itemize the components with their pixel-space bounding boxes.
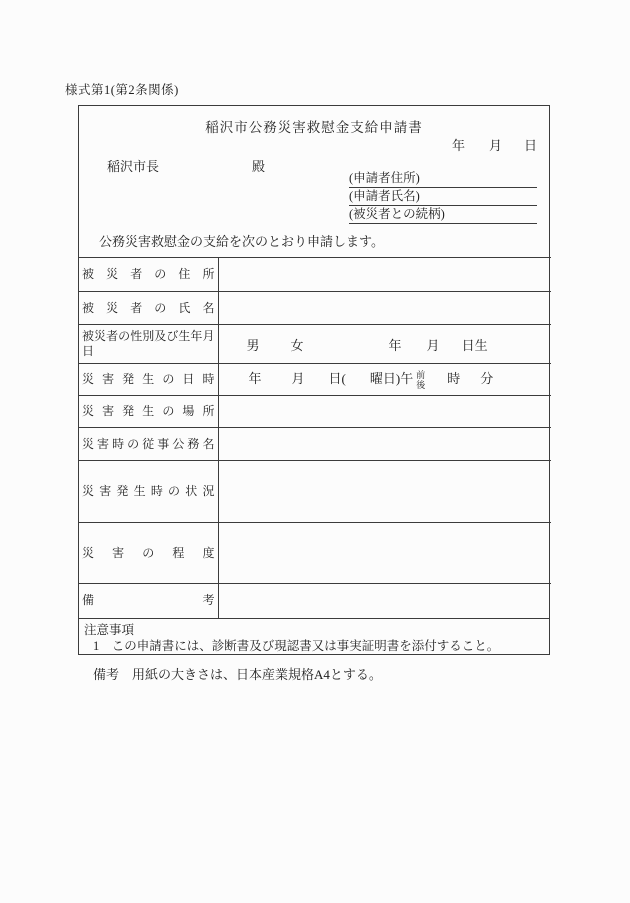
remarks-row bbox=[79, 584, 551, 618]
disaster-datetime-value bbox=[218, 364, 551, 396]
application-form-box bbox=[78, 105, 550, 655]
form-title: 稲沢市公務災害救慰金支給申請書 bbox=[205, 120, 423, 135]
disaster-degree-row bbox=[79, 523, 551, 584]
form-header bbox=[79, 106, 549, 257]
application-table bbox=[79, 257, 551, 618]
birth-month-label: 月 bbox=[426, 337, 440, 353]
date-year-label: 年 bbox=[451, 138, 465, 153]
disaster-duty-label: 災害時の従事公務名 bbox=[79, 428, 218, 461]
victim-address-label: 被災者の住所 bbox=[79, 258, 218, 292]
disaster-situation-value bbox=[218, 461, 551, 523]
disaster-duty-value bbox=[218, 428, 551, 461]
sex-female-label: 女 bbox=[290, 337, 304, 353]
dt-minute-label: 分 bbox=[480, 371, 494, 387]
applicant-address-field: (申請者住所) bbox=[349, 170, 537, 188]
declaration-sentence: 公務災害救慰金の支給を次のとおり申請します。 bbox=[99, 234, 384, 249]
applicant-fields-block bbox=[349, 170, 537, 224]
remarks-value bbox=[218, 584, 551, 618]
disaster-datetime-label: 災害発生の日時 bbox=[79, 364, 218, 396]
disaster-duty-row bbox=[79, 428, 551, 461]
victim-address-row bbox=[79, 258, 551, 292]
disaster-situation-label: 災害発生時の状況 bbox=[79, 461, 218, 523]
victim-sex-birth-row bbox=[79, 325, 551, 364]
victim-address-value bbox=[218, 258, 551, 292]
birth-year-label: 年 bbox=[388, 337, 402, 353]
disaster-degree-label: 災害の程度 bbox=[79, 523, 218, 584]
birth-day-label: 日生 bbox=[461, 337, 488, 353]
notes-heading: 注意事項 bbox=[84, 622, 135, 637]
am-label: 前 bbox=[416, 369, 426, 380]
addressee-name: 稲沢市長 bbox=[107, 159, 160, 174]
note-item-1: 1 この申請書には、診断書及び現認書又は事実証明書を添付すること。 bbox=[93, 638, 500, 653]
victim-name-label: 被災者の氏名 bbox=[79, 292, 218, 325]
victim-name-value bbox=[218, 292, 551, 325]
victim-name-row bbox=[79, 292, 551, 325]
honorific-label: 殿 bbox=[252, 159, 266, 174]
dt-weekday-label: 曜日)午 bbox=[369, 371, 414, 387]
disaster-place-row bbox=[79, 396, 551, 428]
date-month-label: 月 bbox=[488, 138, 502, 153]
submission-date-line bbox=[79, 135, 549, 154]
disaster-datetime-row bbox=[79, 364, 551, 396]
dt-year-label: 年 bbox=[248, 371, 262, 387]
sex-male-label: 男 bbox=[246, 337, 260, 353]
am-pm-stack bbox=[416, 370, 425, 391]
applicant-name-field: (申請者氏名) bbox=[349, 188, 537, 206]
form-number-label: 様式第1(第2条関係) bbox=[65, 83, 179, 97]
dt-day-label: 日( bbox=[328, 371, 346, 387]
disaster-place-value bbox=[218, 396, 551, 428]
disaster-situation-row bbox=[79, 461, 551, 523]
dt-month-label: 月 bbox=[291, 371, 305, 387]
victim-sex-birth-value bbox=[218, 325, 551, 364]
remarks-label: 備考 bbox=[79, 584, 218, 618]
addressee-line bbox=[107, 156, 265, 175]
dt-hour-label: 時 bbox=[447, 371, 461, 387]
paper-size-remark: 備考 用紙の大きさは、日本産業規格A4とする。 bbox=[93, 667, 382, 682]
disaster-degree-value bbox=[218, 523, 551, 584]
relationship-to-victim-field: (被災者との続柄) bbox=[349, 206, 537, 224]
victim-sex-birth-label: 被災者の性別及び生年月日 bbox=[79, 325, 218, 364]
pm-label: 後 bbox=[416, 380, 426, 391]
notes-section bbox=[79, 618, 549, 654]
date-day-label: 日 bbox=[523, 138, 537, 153]
disaster-place-label: 災害発生の場所 bbox=[79, 396, 218, 428]
